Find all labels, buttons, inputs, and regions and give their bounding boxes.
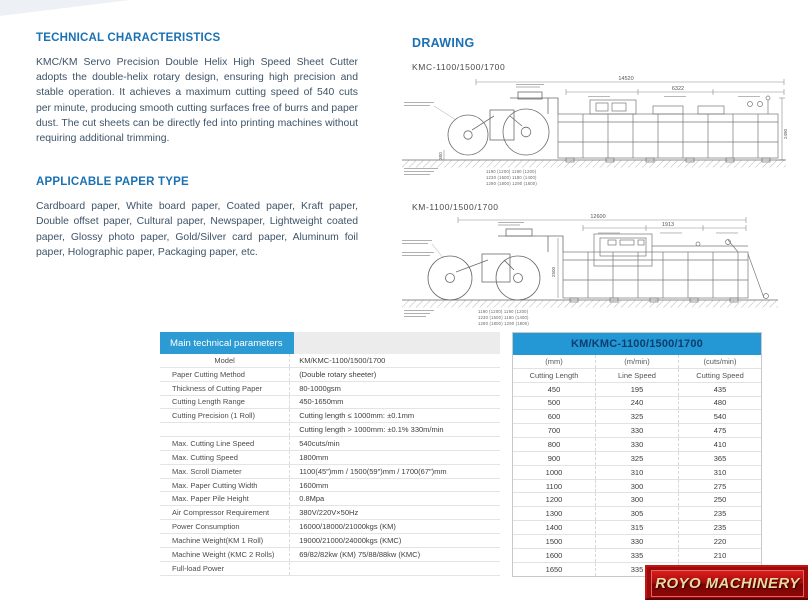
speed-cell: 235 bbox=[678, 507, 761, 520]
royo-machinery-logo bbox=[645, 565, 808, 600]
param-value: 0.8Mpa bbox=[289, 492, 500, 505]
speed-cell: (m/min) bbox=[595, 355, 678, 368]
param-value: Cutting length ≤ 1000mm: ±0.1mm bbox=[289, 409, 500, 422]
param-label: Max. Cutting Line Speed bbox=[172, 438, 255, 448]
param-label: Max. Paper Cutting Width bbox=[172, 480, 258, 490]
speed-cell: 325 bbox=[595, 452, 678, 465]
dimension-label: 12600 bbox=[590, 214, 606, 220]
param-label: Paper Cutting Method bbox=[172, 369, 245, 379]
paper-rolls bbox=[428, 229, 563, 300]
speed-cell: 500 bbox=[547, 398, 561, 408]
speed-cell: 235 bbox=[678, 521, 761, 534]
speed-cell: 475 bbox=[678, 424, 761, 437]
speed-cell: 435 bbox=[678, 383, 761, 396]
speed-cell: (mm) bbox=[545, 356, 563, 366]
sub-dimension-line: 1230 (1500) 1180 (1400) bbox=[478, 315, 529, 320]
speed-cell: 800 bbox=[547, 439, 561, 449]
technical-characteristics-paragraph: KMC/KM Servo Precision Double Helix High Speed Sheet Cutter adopts the double-helix rotary design, ensuring high precision and stable operation. It achieves a maximum cutting speed of 540 cuts per minute, producing smooth cutting surfaces free of burrs and paper dust. The cut sheets can be directly fed into printing machines without requiring additional trimming. bbox=[36, 57, 358, 145]
speed-table bbox=[512, 332, 762, 577]
speed-data-row bbox=[513, 521, 761, 535]
param-label: Machine Weight(KM 1 Roll) bbox=[172, 535, 264, 545]
corner-decoration bbox=[0, 0, 130, 16]
speed-cell: 1200 bbox=[545, 495, 563, 505]
km-model-label: KM-1100/1500/1700 bbox=[412, 202, 499, 212]
main-params-table-body bbox=[160, 354, 500, 576]
param-row bbox=[160, 506, 500, 520]
applicable-paper-type-paragraph: Cardboard paper, White board paper, Coated paper, Kraft paper, Double offset paper, Cultural paper, Newspaper, Lightweight coated paper, Glossy photo paper, Gold/Silver card paper, Aluminum foil paper, Holographic paper, Packaging paper, etc. bbox=[36, 201, 358, 258]
speed-data-row bbox=[513, 549, 761, 563]
speed-cell: Cutting Length bbox=[529, 370, 579, 380]
speed-cell: 700 bbox=[547, 426, 561, 436]
speed-cell: 220 bbox=[678, 535, 761, 548]
param-value: 80-1000gsm bbox=[289, 382, 500, 395]
param-label: Max. Cutting Speed bbox=[172, 452, 238, 462]
speed-data-row bbox=[513, 493, 761, 507]
speed-cell: 480 bbox=[678, 397, 761, 410]
param-row bbox=[160, 492, 500, 506]
speed-cell: 900 bbox=[547, 453, 561, 463]
speed-data-row bbox=[513, 535, 761, 549]
applicable-paper-type-heading: APPLICABLE PAPER TYPE bbox=[36, 176, 189, 189]
sub-dimension-line: 1290 (1800) 1290 (1800) bbox=[478, 321, 529, 326]
sub-dimension-line: 1230 (1500) 1180 (1400) bbox=[486, 175, 537, 180]
dimension-lines bbox=[444, 79, 785, 160]
speed-cell: 365 bbox=[678, 452, 761, 465]
speed-cell: 310 bbox=[595, 466, 678, 479]
param-label: Full-load Power bbox=[172, 563, 225, 573]
speed-cell: 300 bbox=[595, 493, 678, 506]
speed-cell: 600 bbox=[547, 412, 561, 422]
technical-characteristics-heading: TECHNICAL CHARACTERISTICS bbox=[36, 32, 221, 44]
param-value: 19000/21000/24000kgs (KMC) bbox=[289, 534, 500, 547]
unit-header-row bbox=[513, 355, 761, 369]
speed-cell: 195 bbox=[595, 383, 678, 396]
param-row bbox=[160, 520, 500, 534]
dimension-label: 14520 bbox=[618, 76, 634, 82]
dimension-label: 1913 bbox=[661, 222, 675, 228]
param-value: Cutting length > 1000mm: ±0.1% 330m/min bbox=[289, 423, 500, 436]
param-row bbox=[160, 451, 500, 465]
param-row bbox=[160, 548, 500, 562]
param-value: 1600mm bbox=[289, 479, 500, 492]
column-header-row bbox=[513, 369, 761, 383]
param-row bbox=[160, 354, 500, 368]
speed-table-title: KM/KMC-1100/1500/1700 bbox=[513, 333, 761, 355]
logo-text: ROYO MACHINERY bbox=[655, 575, 800, 592]
param-row bbox=[160, 479, 500, 493]
speed-cell: 1300 bbox=[545, 509, 563, 519]
speed-cell: 300 bbox=[595, 480, 678, 493]
param-row bbox=[160, 396, 500, 410]
param-label: Max. Scroll Diameter bbox=[172, 466, 242, 476]
param-value: 540cuts/min bbox=[289, 437, 500, 450]
param-label: Model bbox=[214, 355, 235, 365]
param-value: (Double rotary sheeter) bbox=[289, 368, 500, 381]
speed-cell: 1400 bbox=[545, 523, 563, 533]
param-row bbox=[160, 409, 500, 423]
speed-cell: 335 bbox=[595, 563, 678, 576]
param-label: Air Compressor Requirement bbox=[172, 508, 270, 518]
param-value bbox=[289, 562, 500, 575]
param-row bbox=[160, 437, 500, 451]
speed-data-row bbox=[513, 424, 761, 438]
dimension-label: 6322 bbox=[671, 86, 685, 92]
param-row bbox=[160, 368, 500, 382]
main-parameters-title: Main technical parameters bbox=[160, 332, 294, 354]
kmc-model-label: KMC-1100/1500/1700 bbox=[412, 62, 506, 72]
speed-cell: 240 bbox=[595, 397, 678, 410]
paper-rolls bbox=[448, 92, 558, 155]
speed-table-body bbox=[513, 355, 761, 576]
speed-cell: 275 bbox=[678, 480, 761, 493]
speed-data-row bbox=[513, 507, 761, 521]
dimension-label: 300 bbox=[438, 152, 443, 160]
speed-cell: 1100 bbox=[545, 481, 563, 491]
machine-frame bbox=[558, 96, 778, 162]
speed-cell: Line Speed bbox=[595, 369, 678, 382]
param-value: 1800mm bbox=[289, 451, 500, 464]
speed-cell: 210 bbox=[678, 549, 761, 562]
param-label: Power Consumption bbox=[172, 522, 240, 532]
speed-cell: 310 bbox=[678, 466, 761, 479]
speed-cell: 335 bbox=[595, 549, 678, 562]
param-row bbox=[160, 382, 500, 396]
param-label: Max. Paper Pile Height bbox=[172, 494, 249, 504]
speed-cell: 410 bbox=[678, 438, 761, 451]
param-row bbox=[160, 465, 500, 479]
param-value: 450-1650mm bbox=[289, 396, 500, 409]
speed-data-row bbox=[513, 397, 761, 411]
speed-cell: 330 bbox=[595, 438, 678, 451]
param-value: 1100(45″)mm / 1500(59″)mm / 1700(67″)mm bbox=[289, 465, 500, 478]
speed-cell: 250 bbox=[678, 493, 761, 506]
speed-cell: 330 bbox=[595, 535, 678, 548]
param-value: 380V/220V×50Hz bbox=[289, 506, 500, 519]
speed-data-row bbox=[513, 466, 761, 480]
speed-cell: 325 bbox=[595, 410, 678, 423]
dimension-label: 2500 bbox=[551, 266, 556, 278]
km-technical-drawing bbox=[398, 212, 790, 334]
dimension-label: 2490 bbox=[783, 128, 788, 140]
param-value: 16000/18000/21000kgs (KM) bbox=[289, 520, 500, 533]
speed-data-row bbox=[513, 452, 761, 466]
param-value: 69/82/82kw (KM) 75/88/88kw (KMC) bbox=[289, 548, 500, 561]
speed-cell: (cuts/min) bbox=[678, 355, 761, 368]
speed-cell: 540 bbox=[678, 410, 761, 423]
sub-dimension-line: 1190 (1200) 1190 (1200) bbox=[486, 169, 537, 174]
speed-cell: 1000 bbox=[545, 467, 563, 477]
sub-dimension-line: 1190 (1200) 1190 (1200) bbox=[478, 309, 529, 314]
speed-cell: 1500 bbox=[545, 536, 563, 546]
left-text-column bbox=[36, 32, 358, 260]
param-label: Thickness of Cutting Paper bbox=[172, 383, 263, 393]
drawing-heading: DRAWING bbox=[412, 36, 475, 50]
param-value: KM/KMC-1100/1500/1700 bbox=[289, 354, 500, 367]
param-row bbox=[160, 562, 500, 576]
speed-cell: 1600 bbox=[545, 550, 563, 560]
machine-frame bbox=[563, 234, 769, 302]
param-row bbox=[160, 534, 500, 548]
speed-data-row bbox=[513, 438, 761, 452]
param-label: Machine Weight (KMC 2 Rolls) bbox=[172, 549, 275, 559]
ground-hatch bbox=[402, 160, 786, 168]
param-label: Cutting Precision (1 Roll) bbox=[172, 411, 255, 421]
sub-dimension-line: 1290 (1800) 1290 (1800) bbox=[486, 181, 537, 186]
speed-data-row bbox=[513, 383, 761, 397]
speed-cell: 315 bbox=[595, 521, 678, 534]
header-filler bbox=[294, 332, 500, 354]
param-row bbox=[160, 423, 500, 437]
param-label: Cutting Length Range bbox=[172, 397, 245, 407]
main-parameters-table bbox=[160, 332, 500, 576]
main-parameters-table-header bbox=[160, 332, 500, 354]
speed-data-row bbox=[513, 480, 761, 494]
speed-cell: 305 bbox=[595, 507, 678, 520]
speed-cell: 330 bbox=[595, 424, 678, 437]
speed-data-row bbox=[513, 410, 761, 424]
speed-cell: Cutting Speed bbox=[678, 369, 761, 382]
kmc-technical-drawing bbox=[398, 72, 790, 194]
ground-hatch bbox=[402, 300, 778, 308]
speed-cell: 1650 bbox=[545, 564, 563, 574]
logo-panel bbox=[651, 570, 804, 597]
speed-cell: 450 bbox=[547, 384, 561, 394]
